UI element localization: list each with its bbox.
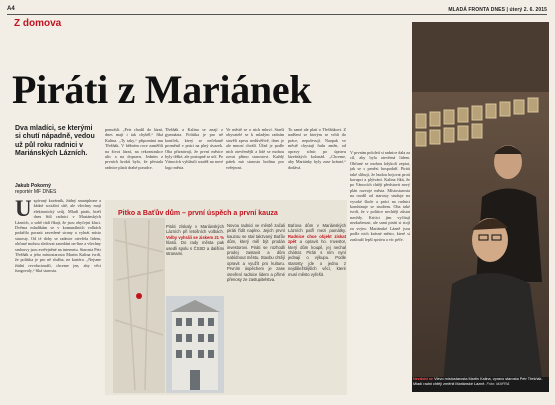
author-role: reportér MF DNES <box>15 189 57 195</box>
article-column-1 <box>15 198 101 395</box>
article-lead: Dva mladíci, se kterými si chutí nápadně, vedou už půl roku radnici v Mariánských Lázních. <box>15 125 95 158</box>
box-column-c <box>288 223 346 395</box>
header-rule <box>7 14 547 15</box>
box-column-b: Novou radnici ve městě začali piráti řídit naplno. Jejich první kauzou se stal takzvaný Baťův dům, který měl být prodán investorovi. Piráti se rozhodli prodej zastavit a dům nabídnout městu. Stavbu chtějí opravit a využít pro kulturu. Prvním úspěchem je zase otevření radnice lidem a přímé přenosy ze zastupitelstva. <box>227 223 285 283</box>
box-a-highlight: Volby vyhráli se ziskem 21 % <box>166 234 224 240</box>
box-c-text: Baťova dům v Mariánských Lázních patří mezi památky. <box>288 223 346 234</box>
article-column-4: Ve městě se o nich mluví. Starší obyvatelé se k mladým radním stavěli zprvu nedůvěřivě, dnes je ale mnozí chválí. Úřad je podle nich otevřenější a lidé se mohou ozvat přímo starostovi. Každý pátek má starosta hodinu pro veřejnost. <box>226 127 284 170</box>
column-1-text: zpívaný kavárník, žádný smartphone a žádné sociální sítě, ale všechny mají elektronický svůj. Mladí piráti, kteří dnes řídí radnici v Mariánských Lázních, o sobě rádi říkají, že jsou obyčejní kluci. Dvěma mladíkům se v komunálních volbách podařilo porazit zavedené strany a vyhrát místo starosty. Od té doby se radnice otevřela lidem, občané mohou sledovat zasedání on-line a všechny smlouvy jsou zveřejněné na internetu. Starosta Petr Třešňák a jeho místostarosta Martin Kalina tvrdí, že politika je pro ně služba, ne kariéra. „Nejsme žádní revolucionáři, chceme jen, aby věci fungovaly,“ říká starosta. <box>15 198 101 274</box>
building-photo <box>166 296 224 393</box>
box-column-a <box>166 224 224 294</box>
box-a-text-2: hlasů. Do rady města pak usedli spolu s ČSSD a dalšími stranami. <box>166 240 224 257</box>
box-heading: Pitko a Baťův dům – první úspěch a první kauza <box>118 210 278 217</box>
page-number: A4 <box>7 6 15 12</box>
pirates-photo <box>412 22 549 392</box>
box-c-highlight: Radnice chce objekt získat zpět <box>288 233 346 245</box>
author-name: Jakub Pokorný <box>15 183 51 189</box>
box-c-text-2: a opravit ho. Investor, který dům koupil, jej nechal chátrat. Piráti s ním nyní jednají o výkupu. Podle starosty jde o jednu z nejdůležitějších věcí, které musí město vyřešit. <box>288 239 346 277</box>
article-column-3: Třešňák a Kalina se znají z gymnázia. Politika je pro ně koníček, který se nečekaně proměnil v práci na plný úvazek. Oba přiznávají, že první měsíce byly těžké, ale postupně se učí. Po Vánocích vyhlásili soutěž na nové logo města. <box>165 127 223 170</box>
running-header: MLADÁ FRONTA DNES | úterý 2. 6. 2015 <box>448 7 547 13</box>
page-header <box>0 0 555 22</box>
article-column-6: V prvním pololetí si radnice dala za cíl, aby byla otevřená lidem. Občané se mohou kdykoli zeptat, jak se s penězi hospodaří. Piráti také slibují, že budou bojovat proti korupci a plýtvání. Kalina říká, že po Vánocích chtějí představit nový plán rozvoje města. Místostarosta na rozdíl od starosty studuje na vysoké škole a práci na radnici kombinuje se studiem. Oba také tvrdí, že v politice nechtějí zůstat navždy. Kritici jim vyčítají nezkušenost, ale sami piráti si stojí za svým: Mariánské Lázně jsou podle nich krásné město, které si zaslouží lepší správu a víc péče. <box>350 150 410 242</box>
section-label: Z domova <box>14 18 62 29</box>
article-column-2: pomohli. „Petr chodil do lázní, dnes mají i tak chyběl,“ říká Kalina. „Ty taky,“ připomíná mu Třešňák. V běžném roce zaměřili na život lázní, na rekonstrukce ulic a na dopravu. Jedním z prvních kroků bylo, že přestala radnice platit drahé poradce. <box>105 127 163 170</box>
caption-credit: Foto: MAFRA <box>486 381 510 386</box>
photo-caption <box>413 377 549 386</box>
caption-text: Vlevo místostarosta Martin Kalina, vpravo starosta Petr Třešňák. Mladí radní chtějí změnit Mariánské Lázně. <box>413 377 543 386</box>
article-title: Piráti z Mariánek <box>12 67 312 112</box>
article-column-5: To samé ale platí o Třešňákovi. Z nadšení se kterým se vrhli do práce, nepolevují. Naopak ve městě chystají řadu změn, od opravy silnic po úpravu lázeňských kolonád. „Chceme, aby Mariánky byly zase krásné,“ dodává. <box>288 127 346 170</box>
byline <box>15 183 100 195</box>
box-a-text: Piráti získaly v Mariánských Lázních při letošních volbách. <box>166 224 224 235</box>
drop-cap: U <box>15 198 32 221</box>
caption-highlight: Nezdobí se <box>413 377 434 381</box>
